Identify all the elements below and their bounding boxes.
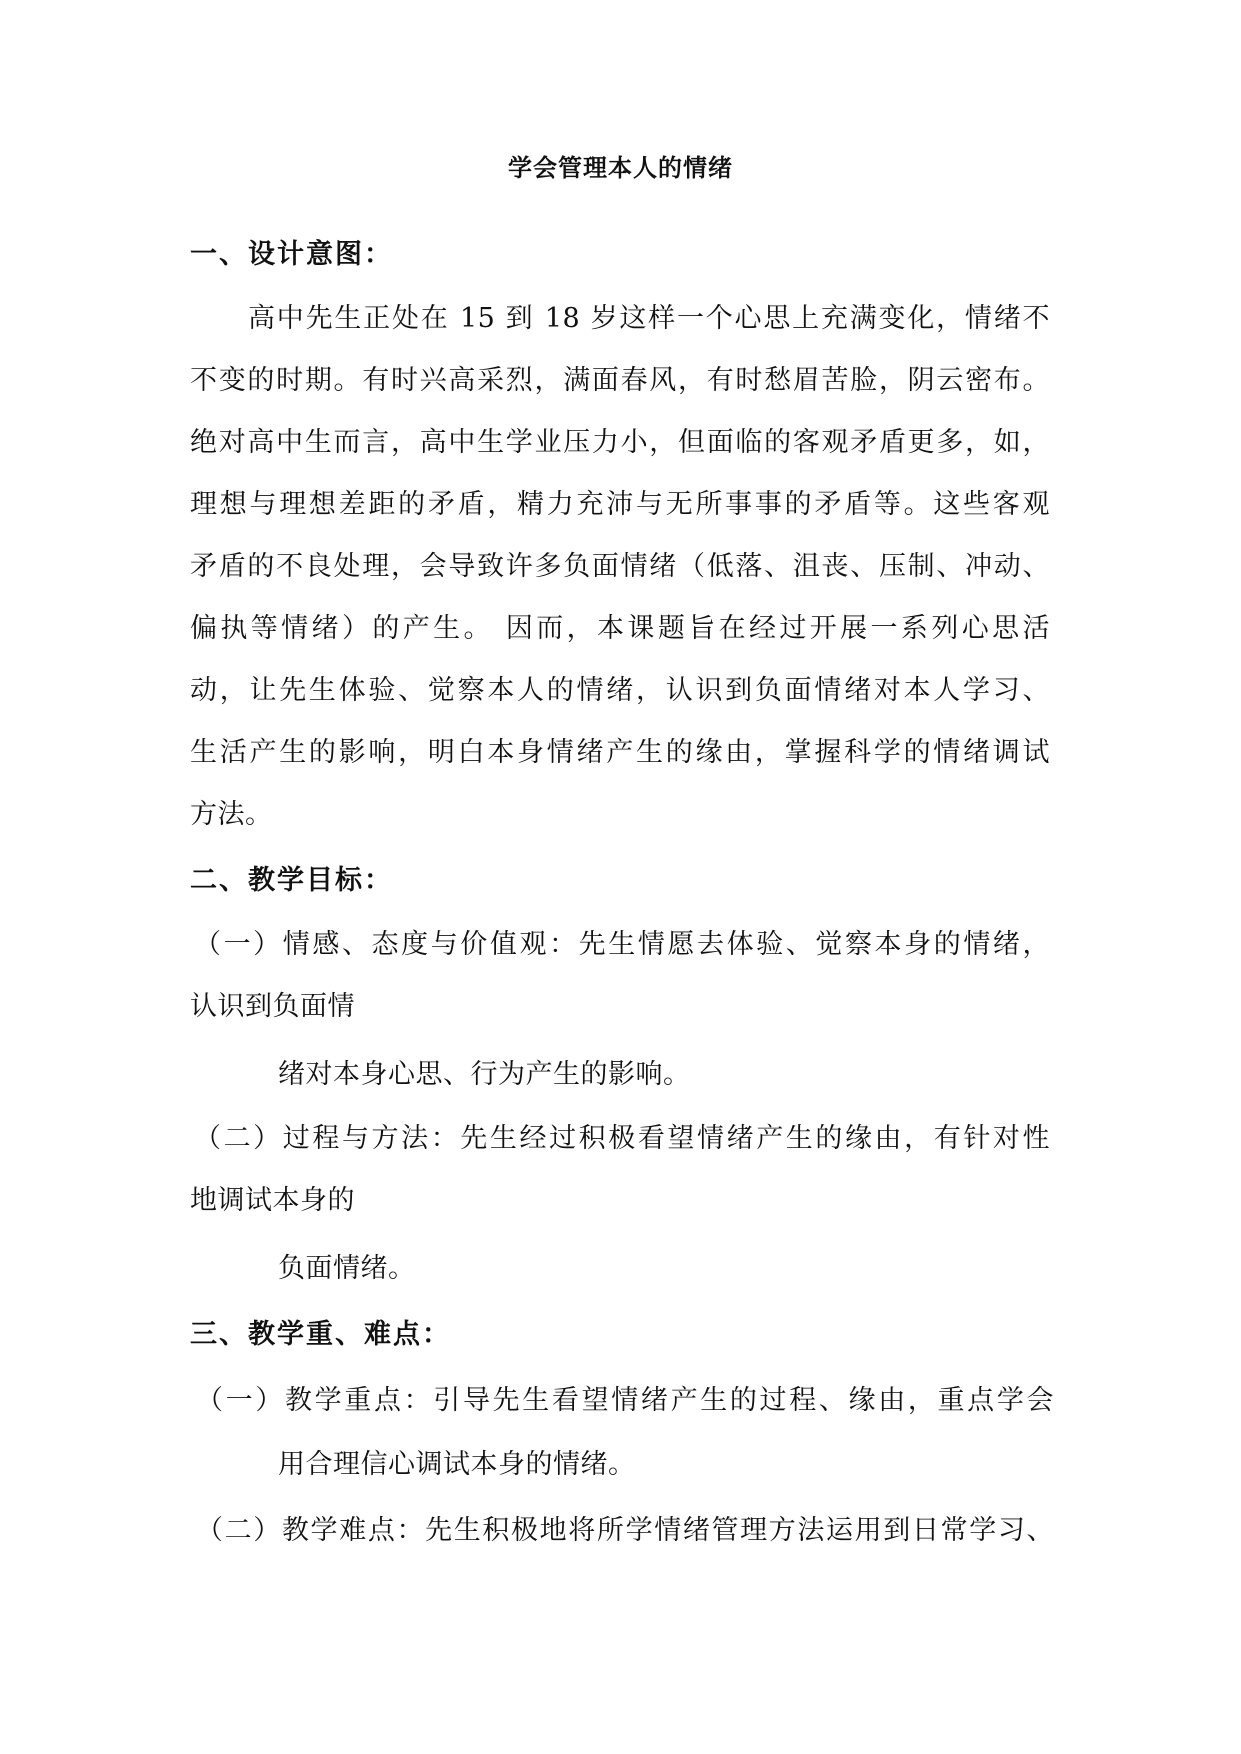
goal-item-line: （一）情感、态度与价值观：先生情愿去体验、觉察本身的情绪， — [194, 929, 1050, 960]
document-title: 学会管理本人的情绪 — [508, 154, 733, 182]
goal-item-line: 负面情绪。 — [278, 1253, 416, 1284]
section-heading-teaching-goals: 二、教学目标： — [190, 865, 393, 896]
goal-item-line: 绪对本身心思、行为产生的影响。 — [278, 1059, 691, 1090]
section-heading-key-points: 三、教学重、难点： — [190, 1319, 451, 1350]
key-point-line: （二）教学难点：先生积极地将所学情绪管理方法运用到日常学习、 — [196, 1515, 1054, 1546]
goal-item-line: （二）过程与方法：先生经过积极看望情绪产生的缘由，有针对性 — [194, 1123, 1050, 1154]
paragraph-line: 动，让先生体验、觉察本人的情绪，认识到负面情绪对本人学习、 — [190, 675, 1050, 706]
paragraph-line: 矛盾的不良处理，会导致许多负面情绪（低落、沮丧、压制、冲动、 — [190, 551, 1050, 582]
paragraph-line: 绝对高中生而言，高中生学业压力小，但面临的客观矛盾更多，如， — [190, 427, 1050, 458]
paragraph-line: 生活产生的影响，明白本身情绪产生的缘由，掌握科学的情绪调试 — [190, 737, 1050, 768]
paragraph-line: 不变的时期。有时兴高采烈，满面春风，有时愁眉苦脸，阴云密布。 — [190, 365, 1050, 396]
paragraph-line: 高中先生正处在 15 到 18 岁这样一个心思上充满变化，情绪不 — [248, 303, 1050, 334]
paragraph-line: 方法。 — [190, 799, 273, 830]
section-heading-design-intent: 一、设计意图： — [190, 239, 393, 270]
paragraph-line: 理想与理想差距的矛盾，精力充沛与无所事事的矛盾等。这些客观 — [190, 489, 1050, 520]
goal-item-line: 认识到负面情 — [190, 991, 355, 1022]
key-point-line: （一）教学重点：引导先生看望情绪产生的过程、缘由，重点学会 — [196, 1385, 1054, 1416]
paragraph-line: 偏执等情绪）的产生。 因而，本课题旨在经过开展一系列心思活 — [190, 613, 1050, 644]
goal-item-line: 地调试本身的 — [190, 1185, 355, 1216]
key-point-line: 用合理信心调试本身的情绪。 — [278, 1449, 636, 1480]
